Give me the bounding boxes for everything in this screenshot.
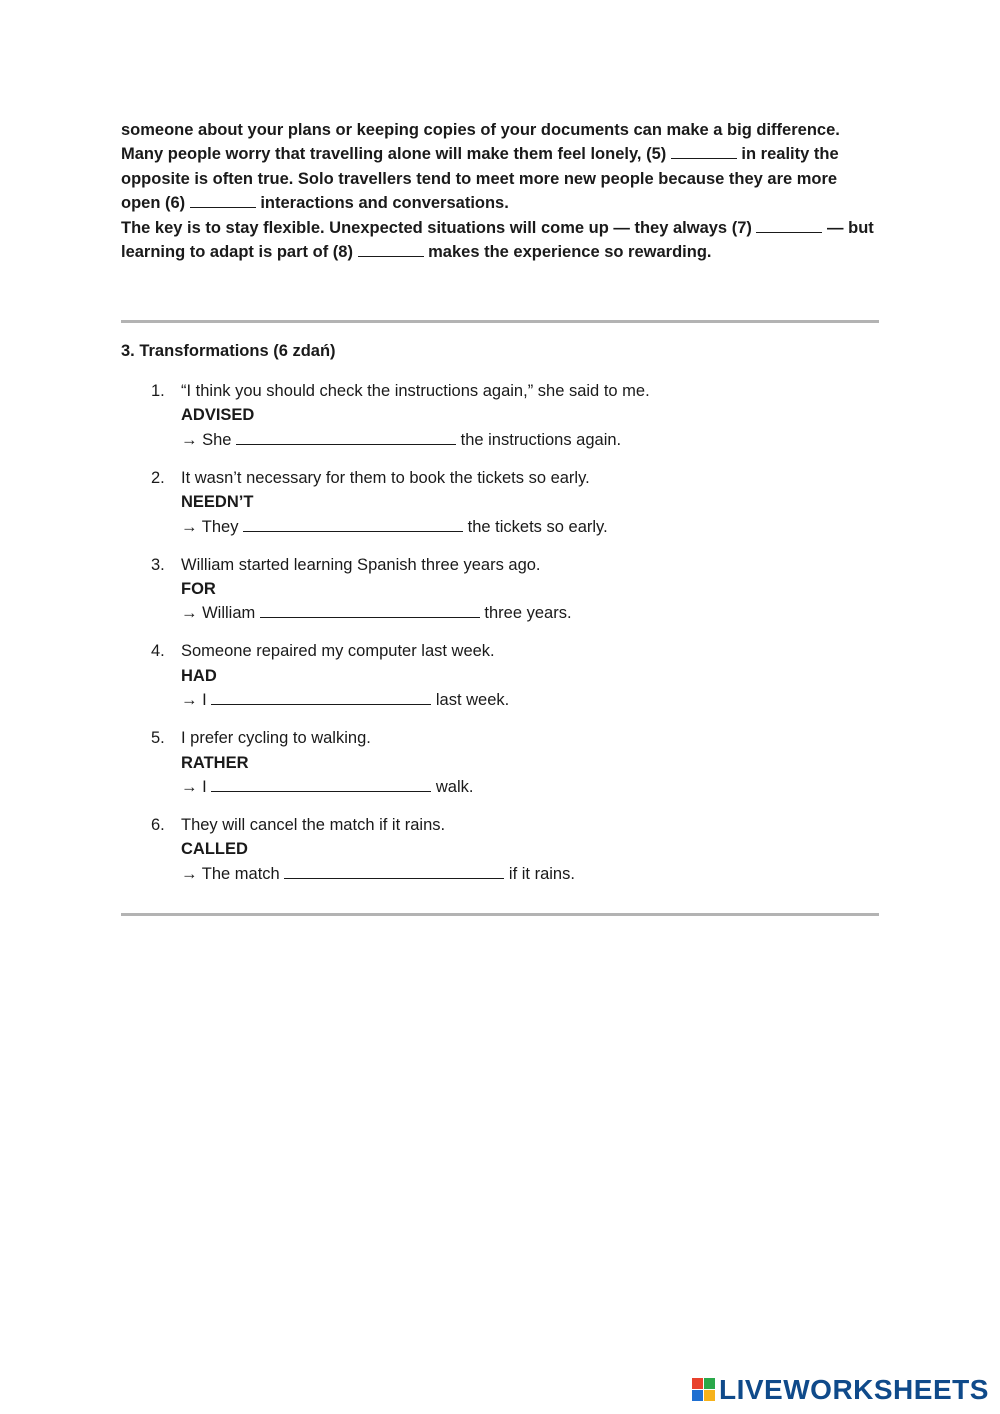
item-number: 5. (151, 729, 165, 748)
item-sentence: I prefer cycling to walking. (181, 729, 371, 748)
item-number: 1. (151, 382, 165, 400)
list-item (121, 466, 881, 539)
answer-suffix: the tickets so early. (463, 517, 608, 536)
passage-paragraph-3 (121, 216, 881, 265)
item-answer-line (181, 775, 881, 799)
item-answer-line (181, 601, 881, 625)
item-answer-line (181, 688, 881, 712)
answer-blank[interactable] (243, 516, 463, 532)
logo-square (692, 1378, 703, 1389)
section-divider (121, 320, 879, 323)
passage-text: interactions and conversations. (255, 194, 509, 213)
answer-prefix: → I (181, 778, 212, 797)
item-sentence: It wasn’t necessary for them to book the tickets so early. (181, 468, 590, 487)
passage-paragraph-2 (121, 142, 881, 215)
section-divider (121, 913, 879, 916)
list-item (121, 379, 881, 452)
item-sentence: “I think you should check the instructions again,” she said to me. (181, 382, 650, 400)
logo-square (692, 1390, 703, 1401)
item-keyword: HAD (181, 666, 217, 685)
item-number: 4. (151, 642, 165, 661)
answer-suffix: three years. (479, 604, 572, 623)
reading-passage (121, 118, 881, 264)
answer-blank[interactable] (260, 603, 480, 619)
item-keyword: CALLED (181, 840, 248, 859)
answer-prefix: → William (181, 604, 260, 623)
answer-blank[interactable] (211, 776, 431, 792)
gap-7-blank[interactable] (756, 217, 822, 233)
answer-prefix: → They (181, 517, 244, 536)
gap-8-blank[interactable] (358, 241, 424, 257)
list-item (121, 813, 881, 886)
item-keyword: RATHER (181, 753, 249, 772)
item-keyword: NEEDN’T (181, 493, 254, 512)
transformations-list (121, 379, 881, 900)
item-number: 6. (151, 816, 165, 835)
item-answer-line (181, 515, 881, 539)
answer-suffix: the instructions again. (456, 430, 622, 449)
passage-text: makes the experience so rewarding. (423, 243, 712, 262)
logo-square (704, 1378, 715, 1389)
item-sentence: They will cancel the match if it rains. (181, 816, 446, 835)
answer-prefix: → I (181, 691, 212, 710)
answer-suffix: if it rains. (504, 864, 575, 883)
answer-suffix: walk. (431, 778, 474, 797)
item-keyword: ADVISED (181, 406, 255, 425)
answer-blank[interactable] (284, 863, 504, 879)
answer-blank[interactable] (211, 689, 431, 705)
list-item (121, 639, 881, 712)
answer-prefix: → She (181, 430, 237, 449)
gap-6-blank[interactable] (190, 192, 256, 208)
item-number: 3. (151, 555, 165, 574)
answer-prefix: → The match (181, 864, 285, 883)
answer-suffix: last week. (431, 691, 510, 710)
logo-wordmark: LIVEWORKSHEETS (719, 1374, 989, 1405)
section-title: 3. Transformations (6 zdań) (121, 342, 336, 360)
answer-blank[interactable] (236, 429, 456, 445)
liveworksheets-logo (692, 1373, 989, 1407)
logo-square (704, 1390, 715, 1401)
passage-text: in reality the opposite is often true. Solo travellers tend to meet more new people because they are more open (6) (121, 145, 839, 213)
passage-text: The key is to stay flexible. Unexpected situations will come up — they always (7) (121, 218, 757, 237)
gap-5-blank[interactable] (671, 144, 737, 160)
list-item (121, 726, 881, 799)
item-answer-line (181, 428, 881, 452)
item-answer-line (181, 862, 881, 886)
passage-text: — but learning to adapt is part of (8) (121, 218, 874, 262)
item-keyword: FOR (181, 580, 216, 599)
item-sentence: Someone repaired my computer last week. (181, 642, 495, 661)
list-item (121, 553, 881, 626)
item-number: 2. (151, 468, 165, 487)
passage-line-1: someone about your plans or keeping copies of your documents can make a big difference. (121, 121, 840, 139)
item-sentence: William started learning Spanish three years ago. (181, 555, 541, 574)
liveworksheets-logo-icon (692, 1378, 716, 1402)
passage-text: Many people worry that travelling alone will make them feel lonely, (5) (121, 145, 671, 164)
